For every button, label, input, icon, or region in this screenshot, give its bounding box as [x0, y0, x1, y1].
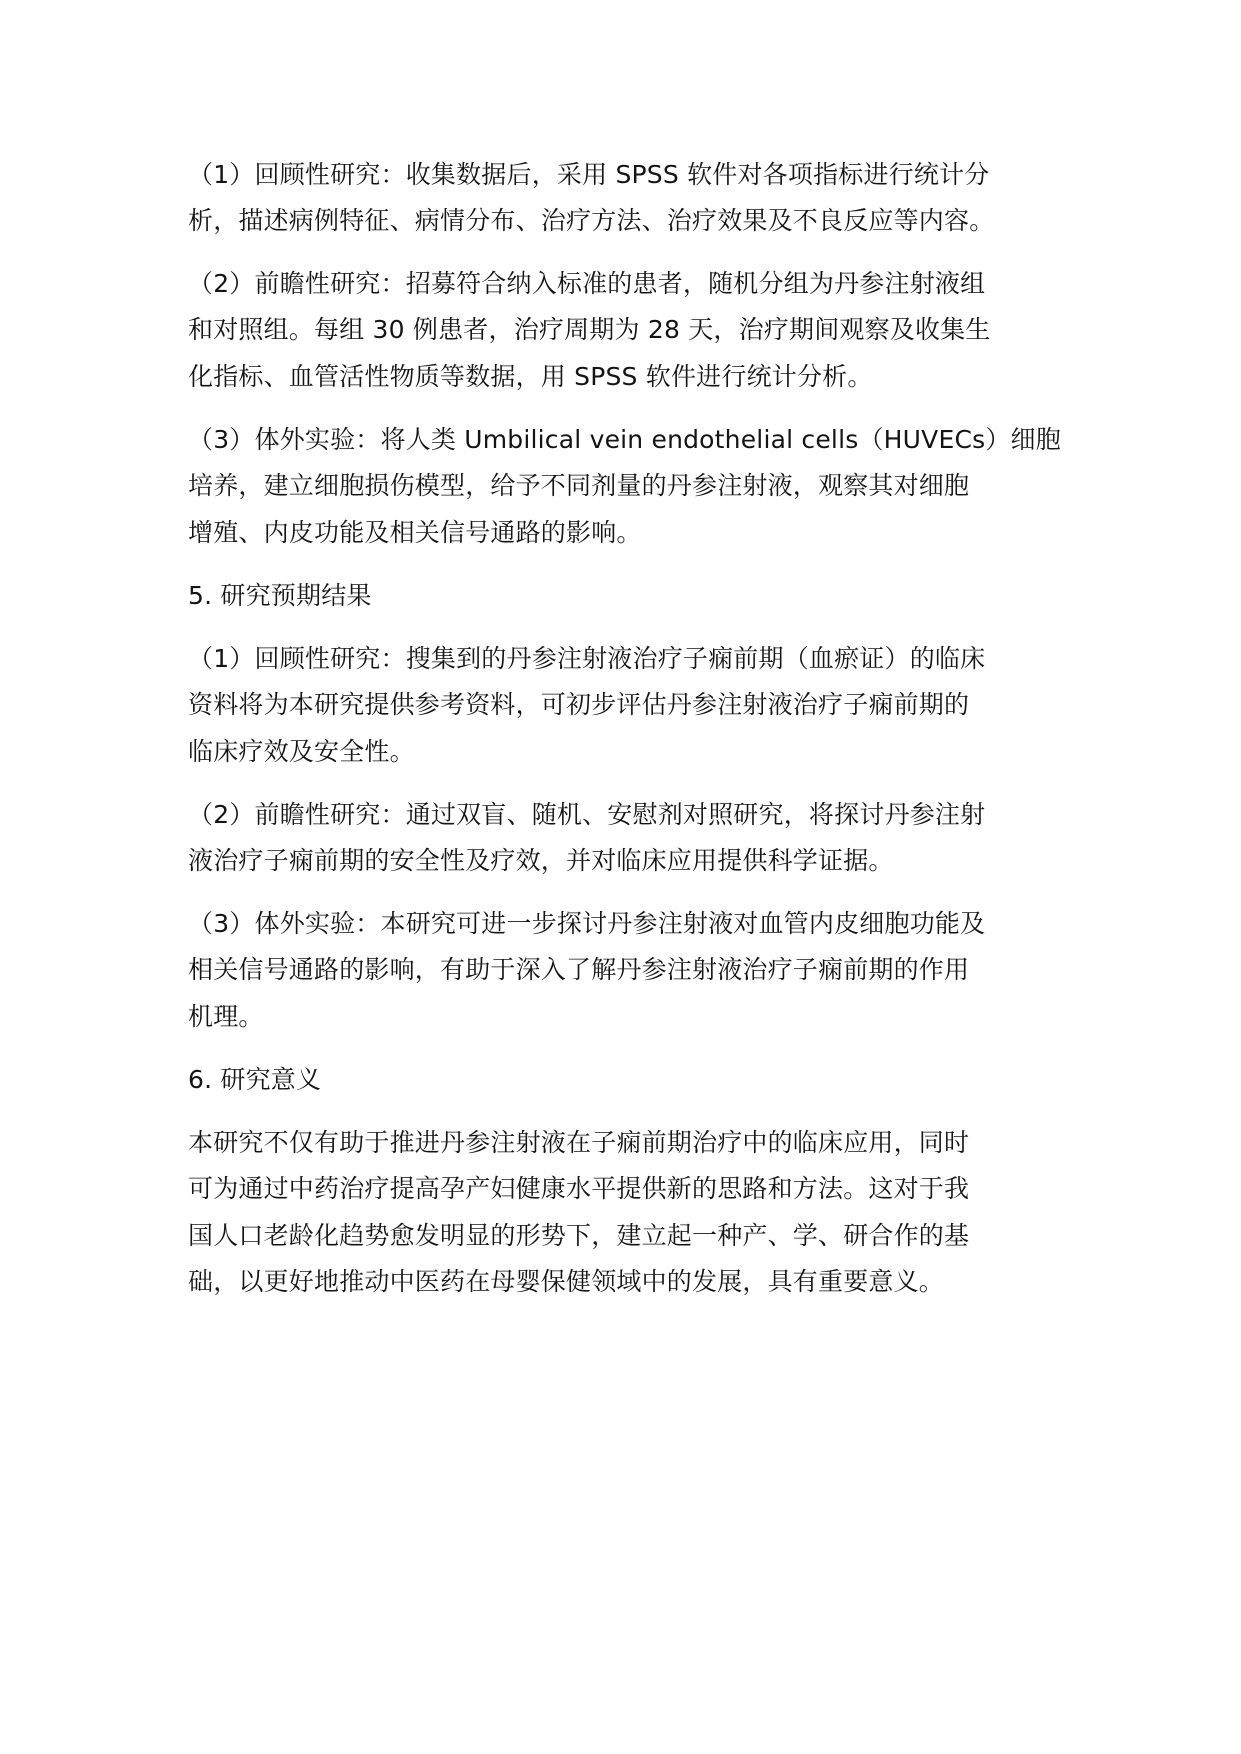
section-heading-significance: 6. 研究意义	[188, 1065, 322, 1094]
paragraph-prospective-line-2: 和对照组。每组 30 例患者，治疗周期为 28 天，治疗期间观察及收集生	[188, 315, 991, 344]
paragraph-retrospective-line-2: 析，描述病例特征、病情分布、治疗方法、治疗效果及不良反应等内容。	[188, 206, 995, 235]
paragraph-expected-invitro-line-3: 机理。	[188, 1002, 264, 1031]
paragraph-significance-line-2: 可为通过中药治疗提高孕产妇健康水平提供新的思路和方法。这对于我	[188, 1174, 970, 1203]
section-heading-expected-results: 5. 研究预期结果	[188, 581, 372, 610]
paragraph-expected-retrospective-line-2: 资料将为本研究提供参考资料，可初步评估丹参注射液治疗子痫前期的	[188, 690, 970, 719]
paragraph-invitro-line-2: 培养，建立细胞损伤模型，给予不同剂量的丹参注射液，观察其对细胞	[188, 471, 970, 500]
paragraph-prospective-line-1: （2）前瞻性研究：招募符合纳入标准的患者，随机分组为丹参注射液组	[188, 269, 986, 298]
paragraph-invitro-line-1: （3）体外实验：将人类 Umbilical vein endothelial cells（HUVECs）细胞	[188, 425, 1061, 454]
paragraph-retrospective-line-1: （1）回顾性研究：收集数据后，采用 SPSS 软件对各项指标进行统计分	[188, 160, 990, 189]
paragraph-expected-retrospective-line-3: 临床疗效及安全性。	[188, 737, 415, 766]
paragraph-expected-prospective-line-1: （2）前瞻性研究：通过双盲、随机、安慰剂对照研究，将探讨丹参注射	[188, 800, 986, 829]
paragraph-expected-invitro-line-1: （3）体外实验：本研究可进一步探讨丹参注射液对血管内皮细胞功能及	[188, 909, 986, 938]
paragraph-prospective-line-3: 化指标、血管活性物质等数据，用 SPSS 软件进行统计分析。	[188, 362, 873, 391]
paragraph-expected-invitro-line-2: 相关信号通路的影响，有助于深入了解丹参注射液治疗子痫前期的作用	[188, 955, 970, 984]
paragraph-expected-prospective-line-2: 液治疗子痫前期的安全性及疗效，并对临床应用提供科学证据。	[188, 846, 894, 875]
paragraph-significance-line-4: 础，以更好地推动中医药在母婴保健领域中的发展，具有重要意义。	[188, 1267, 945, 1296]
paragraph-significance-line-1: 本研究不仅有助于推进丹参注射液在子痫前期治疗中的临床应用，同时	[188, 1128, 970, 1157]
paragraph-significance-line-3: 国人口老龄化趋势愈发明显的形势下，建立起一种产、学、研合作的基	[188, 1221, 970, 1250]
paragraph-invitro-line-3: 增殖、内皮功能及相关信号通路的影响。	[188, 518, 642, 547]
paragraph-expected-retrospective-line-1: （1）回顾性研究：搜集到的丹参注射液治疗子痫前期（血瘀证）的临床	[188, 644, 986, 673]
